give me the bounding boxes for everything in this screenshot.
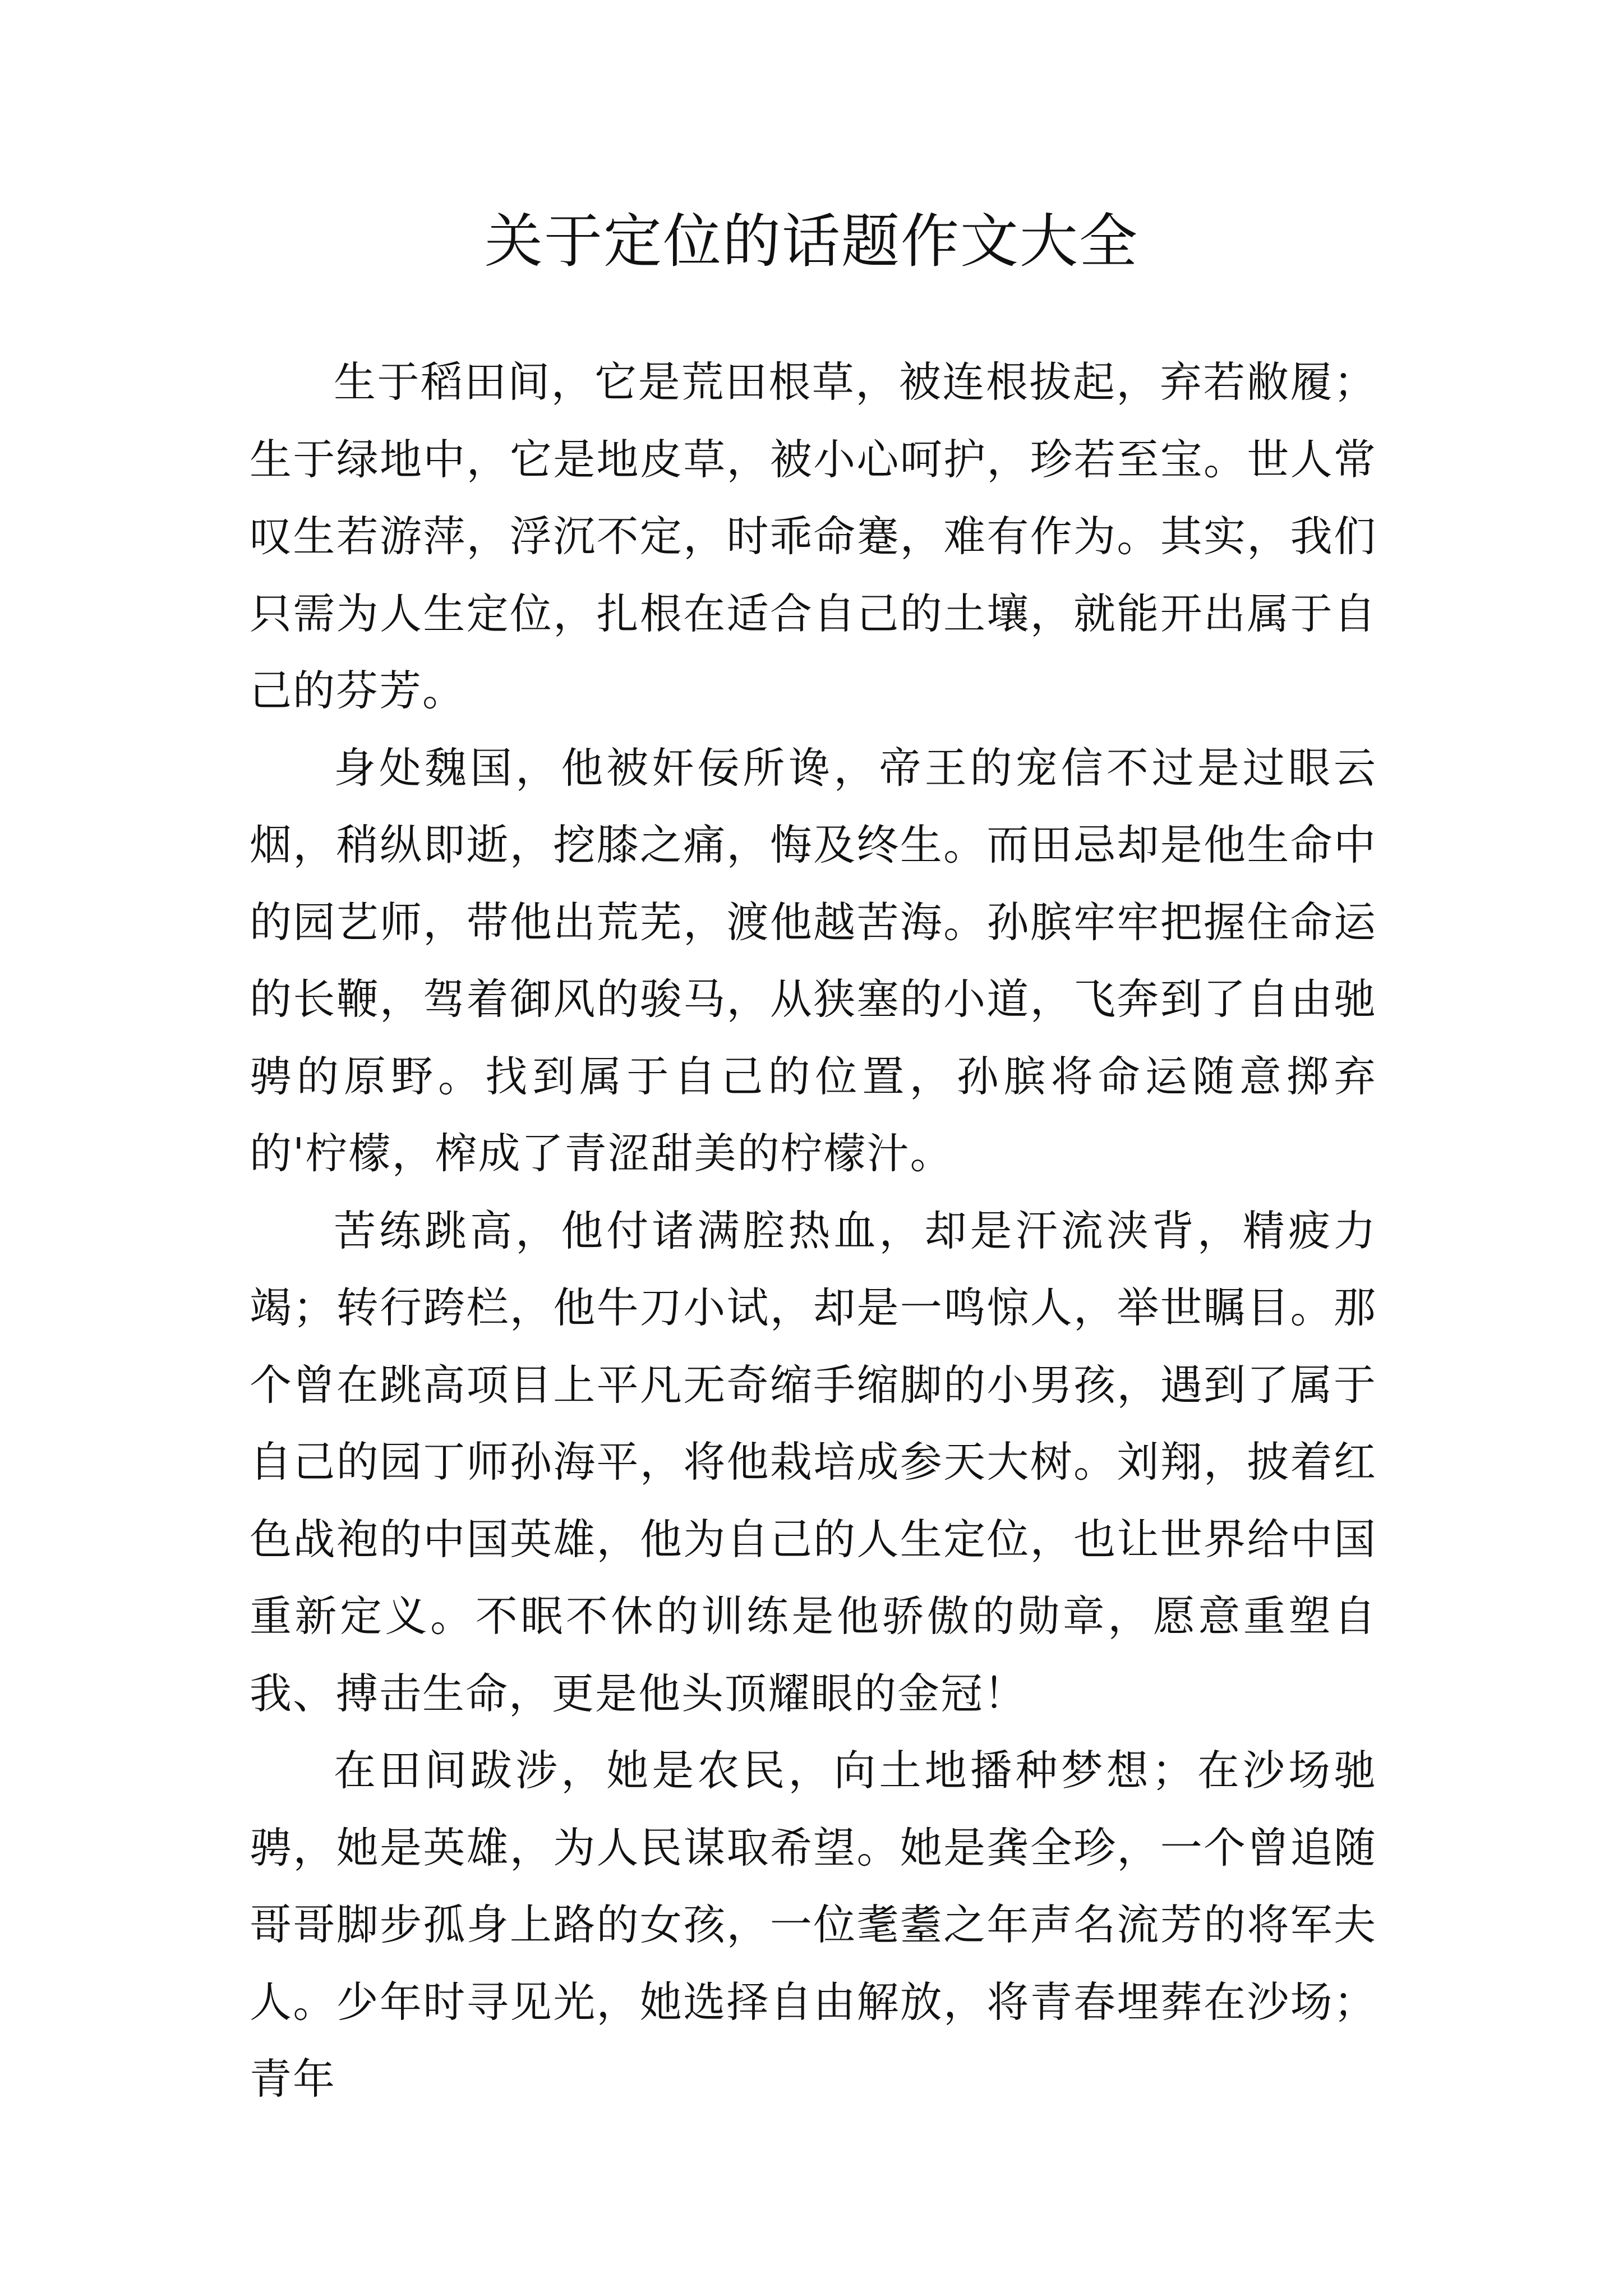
document-body [250,344,1377,2118]
paragraph: 生于稻田间，它是荒田根草，被连根拔起，弃若敝履；生于绿地中，它是地皮草，被小心呵护，珍若至宝。世人常叹生若游萍，浮沉不定，时乖命蹇，难有作为。其实，我们只需为人生定位，扎根在适合自己的土壤，就能开出属于自己的芬芳。 [250,357,1377,715]
paragraph: 苦练跳高，他付诸满腔热血，却是汗流浃背，精疲力竭；转行跨栏，他牛刀小试，却是一鸣惊人，举世瞩目。那个曾在跳高项目上平凡无奇缩手缩脚的小男孩，遇到了属于自己的园丁师孙海平，将他栽培成参天大树。刘翔，披着红色战袍的中国英雄，他为自己的人生定位，也让世界给中国重新定义。不眠不休的训练是他骄傲的勋章，愿意重塑自我、搏击生命，更是他头顶耀眼的金冠！ [250,1205,1377,1718]
document-title: 关于定位的话题作文大全 [484,207,1138,275]
paragraph: 在田间跋涉，她是农民，向土地播种梦想；在沙场驰骋，她是英雄，为人民谋取希望。她是龚全珍，一个曾追随哥哥脚步孤身上路的女孩，一位耄耋之年声名流芳的将军夫人。少年时寻见光，她选择自由解放，将青春埋葬在沙场；青年 [250,1746,1377,2104]
paragraph: 身处魏国，他被奸佞所谗，帝王的宠信不过是过眼云烟，稍纵即逝，挖膝之痛，悔及终生。而田忌却是他生命中的园艺师，带他出荒芜，渡他越苦海。孙膑牢牢把握住命运的长鞭，驾着御风的骏马，从狭塞的小道，飞奔到了自由驰骋的原野。找到属于自己的位置，孙膑将命运随意掷弃的'柠檬，榨成了青涩甜美的柠檬汁。 [250,743,1377,1178]
